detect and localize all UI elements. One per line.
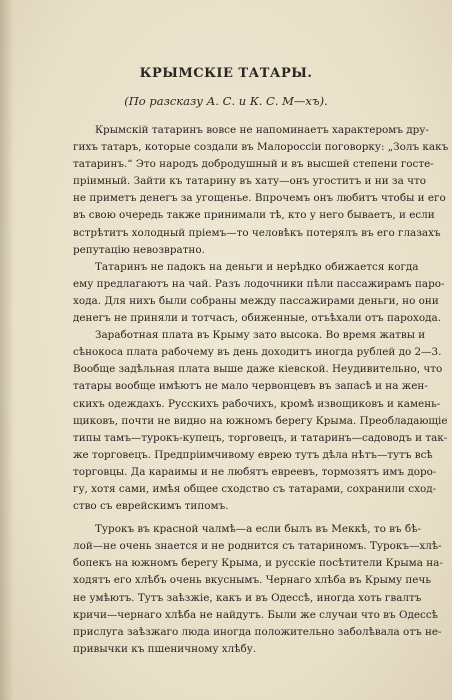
text-line: сѣнокоса плата рабочему въ день доходитъ иногда рублей до 2—3. (73, 346, 442, 359)
paragraph-3 (73, 327, 448, 515)
article-title: КРЫМСКІЕ ТАТАРЫ. (139, 66, 313, 81)
text-line: Крымскій татаринъ вовсе не напоминаетъ характеромъ дру- (95, 124, 429, 136)
text-line: ство съ еврейскимъ типомъ. (73, 500, 229, 513)
text-line: ходятъ его хлѣбъ очень вкуснымъ. Чернаго хлѣба въ Крыму печь (73, 574, 431, 587)
text-line: пріимный. Зайти къ татарину въ хату—онъ угоститъ и ни за что (73, 175, 426, 188)
text-line: лой—не очень знается и не роднится съ татариномъ. Турокъ—хлѣ- (73, 540, 442, 553)
text-line: хода. Для нихъ были собраны между пассажирами деньги, но они (73, 294, 439, 307)
text-line: гу, хотя сами, имѣя общее сходство съ татарами, сохранили сход- (73, 482, 437, 495)
text-line: не умѣютъ. Тутъ заѣзжіе, какъ и въ Одессѣ, иногда хоть гвалтъ (73, 591, 422, 604)
text-line: щиковъ, почти не видно на южномъ берегу Крыма. Преобладающіе (73, 414, 448, 427)
text-line: Вообще задѣльная плата выше даже кіевской. Неудивительно, что (73, 363, 443, 376)
text-line: татары вообще имѣютъ не мало червонцевъ въ запасѣ и на жен- (73, 380, 428, 393)
text-line: бопекъ на южномъ берегу Крыма, и русскіе посѣтители Крыма на- (73, 557, 443, 570)
text-line: репутацію невозвратно. (73, 243, 205, 256)
text-line: въ свою очередь также принимали тѣ, кто у него бываетъ, и если (73, 209, 435, 222)
text-line: не приметъ денегъ за угощенье. Впрочемъ онъ любитъ чтобы и его (73, 192, 446, 205)
text-line: Турокъ въ красной чалмѣ—а если былъ въ Меккѣ, то въ бѣ- (95, 523, 421, 536)
paragraph-4 (73, 521, 443, 658)
text-line: торговцы. Да караимы и не любятъ евреевъ, тормозятъ имъ доро- (73, 465, 437, 478)
text-line: татаринъ.“ Это народъ добродушный и въ высшей степени госте- (73, 158, 434, 171)
text-line: гихъ татаръ, которые создали въ Малороссіи поговорку: „Золъ какъ (73, 141, 449, 154)
text-line: прислуга заѣзжаго люда иногда положительно заболѣвала отъ не- (73, 625, 442, 638)
article-subtitle: (По разсказу А. С. и К. С. М—хъ). (124, 94, 328, 108)
text-line: Татаринъ не падокъ на деньги и нерѣдко обижается когда (95, 260, 419, 273)
text-line: денегъ не приняли и тотчасъ, обиженные, отъѣхали отъ парохода. (73, 312, 441, 325)
paragraph-1 (73, 122, 449, 259)
text-line: же торговецъ. Предпріимчивому еврею тутъ дѣла нѣтъ—тутъ всѣ (73, 448, 433, 461)
paragraph-2 (73, 259, 445, 327)
text-line: скихъ одеждахъ. Русскихъ рабочихъ, кромѣ извощиковъ и камень- (73, 397, 441, 410)
text-line: кричи—чернаго хлѣба не найдутъ. Были же случаи что въ Одессѣ (73, 608, 438, 621)
article-body (73, 122, 449, 658)
text-line: ему предлагаютъ на чай. Разъ лодочники пѣли пассажирамъ паро- (73, 277, 445, 290)
text-line: встрѣтитъ холодный пріемъ—то человѣкъ потерялъ въ его глазахъ (73, 226, 441, 239)
text-line: типы тамъ—турокъ-купецъ, торговецъ, и татаринъ—садоводъ и так- (73, 431, 448, 444)
text-line: привычки къ пшеничному хлѣбу. (73, 642, 257, 655)
text-line: Заработная плата въ Крыму зато высока. Во время жатвы и (95, 329, 426, 342)
